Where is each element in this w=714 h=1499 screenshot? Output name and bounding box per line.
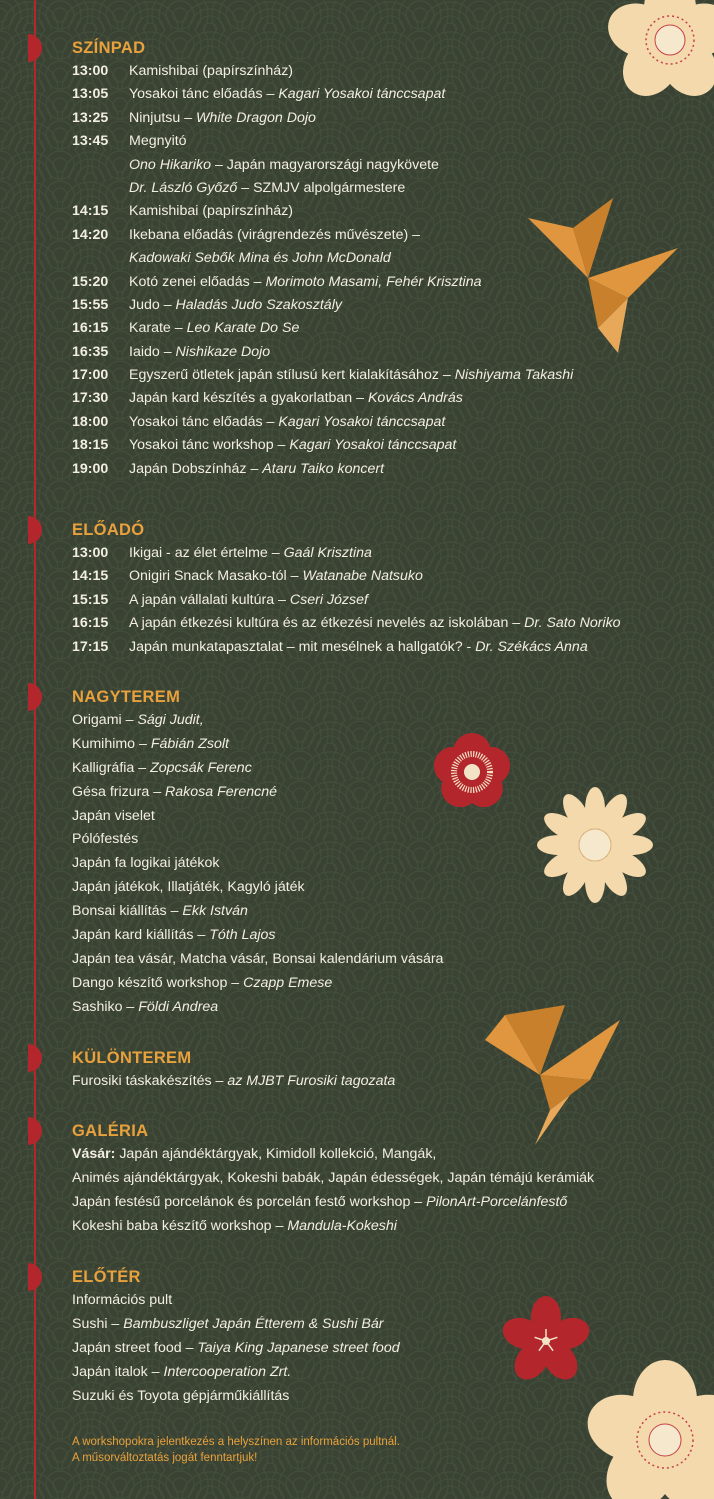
program-row: [72, 900, 443, 924]
performer-name: White Dragon Dojo: [196, 109, 316, 126]
time-label: 15:55: [72, 296, 109, 313]
footnote: A workshopokra jelentkezés a helyszínen az információs pultnál.: [72, 1436, 400, 1448]
schedule-row: [72, 387, 573, 410]
schedule-row: [72, 83, 573, 106]
program-title: Ikigai - az élet értelme –: [129, 545, 284, 561]
time-label: 16:35: [72, 343, 109, 360]
program-row: [72, 828, 443, 852]
program-title: Japán viselet: [72, 807, 155, 824]
program-row: [72, 733, 443, 757]
program-row: [72, 1167, 594, 1191]
performer-name: Ekk István: [182, 903, 248, 920]
performer-name: Intercooperation Zrt.: [163, 1363, 292, 1380]
performer-name: Ono Hikariko: [129, 156, 212, 173]
program-title: Kokeshi baba készítő workshop –: [72, 1217, 288, 1234]
row-body: [129, 612, 621, 635]
program-title: Origami –: [72, 712, 138, 728]
program-title: Ninjutsu –: [129, 109, 197, 126]
schedule-row: [72, 589, 621, 612]
sakura-flower-icon: [585, 1360, 714, 1499]
performer-name: Dr. Sato Noriko: [524, 615, 621, 632]
performer-name: Nishiyama Takashi: [454, 367, 574, 384]
time-label: [72, 177, 129, 200]
performer-name: Kagari Yosakoi tánccsapat: [278, 413, 446, 430]
schedule-row: [72, 154, 573, 177]
program-title: Sashiko –: [72, 998, 139, 1015]
program-row: [72, 781, 443, 805]
section-title: SZÍNPAD: [72, 39, 146, 57]
program-title: Gésa frizura –: [72, 783, 166, 800]
program-title: A japán vállalati kultúra –: [129, 591, 290, 608]
schedule-row: [72, 60, 573, 83]
program-row: [72, 1070, 395, 1094]
program-title: Japán munkatapasztalat – mit mesélnek a hallgatók? -: [129, 638, 476, 655]
program-title: Pólófestés: [72, 831, 139, 848]
row-body: [129, 341, 270, 364]
time-label: 17:30: [72, 390, 109, 407]
performer-name: Dr. Székács Anna: [475, 638, 588, 655]
section-eloado: [72, 518, 621, 659]
program-title: Megnyitó: [129, 133, 187, 150]
schedule-row: [72, 224, 573, 247]
performer-name: Czapp Emese: [243, 974, 333, 991]
program-title: Suzuki és Toyota gépjárműkiállítás: [72, 1387, 290, 1404]
program-title: Egyszerű ötletek japán stílusú kert kialakításához –: [129, 367, 455, 384]
program-title: – SZMJV alpolgármestere: [237, 179, 406, 196]
time-label: 19:00: [72, 460, 109, 477]
time-label: 18:15: [72, 437, 109, 454]
row-body: [129, 434, 456, 457]
performer-name: Tóth Lajos: [209, 927, 276, 944]
program-title: Kotó zenei előadás –: [129, 273, 266, 290]
program-row: [72, 1361, 400, 1385]
program-title: Kamishibai (papírszínház): [129, 203, 294, 220]
row-body: [129, 565, 423, 588]
program-row: [72, 1191, 594, 1215]
time-label: 16:15: [72, 615, 109, 632]
program-row: [72, 1289, 400, 1313]
performer-name: Kadowaki Sebők Mina és John McDonald: [129, 250, 391, 267]
program-title: Japán ajándéktárgyak, Kimidoll kollekció, Mangák,: [115, 1146, 437, 1162]
row-body: [129, 177, 405, 200]
performer-name: Haladás Judo Szakosztály: [175, 296, 342, 313]
section-nagyterem: [72, 685, 443, 1020]
footnotes: [72, 1434, 400, 1466]
performer-name: PilonArt-Porcelánfestő: [426, 1193, 568, 1210]
program-list: [72, 1143, 594, 1239]
program-row: [72, 948, 443, 972]
schedule-row: [72, 458, 573, 481]
footnote: A műsorváltoztatás jogát fenntartjuk!: [72, 1452, 258, 1464]
schedule-row: [72, 200, 573, 223]
time-label: 13:00: [72, 63, 109, 79]
row-body: [129, 294, 342, 317]
program-title: Dango készítő workshop –: [72, 974, 244, 991]
row-body: [129, 542, 372, 565]
schedule-row: [72, 247, 573, 270]
program-title: Kalligráfia –: [72, 759, 151, 776]
time-label: 13:05: [72, 86, 109, 103]
program-title: Japán fa logikai játékok: [72, 855, 220, 872]
program-list: [72, 1070, 395, 1094]
program-row: [72, 1215, 594, 1239]
schedule-row: [72, 636, 621, 659]
vasar-label: Vásár:: [72, 1146, 116, 1162]
section-title: NAGYTEREM: [72, 688, 181, 706]
performer-name: Cseri József: [289, 591, 368, 608]
row-body: [129, 107, 316, 130]
program-row: [72, 1337, 400, 1361]
row-body: [129, 60, 293, 83]
schedule-row: [72, 294, 573, 317]
program-title: Judo –: [129, 296, 176, 313]
sakura-flower-icon: [605, 0, 714, 105]
program-row: [72, 852, 443, 876]
program-title: Animés ajándéktárgyak, Kokeshi babák, Japán édességek, Japán témájú kerámiák: [72, 1169, 595, 1186]
row-body: [129, 458, 384, 481]
program-title: Kumihimo –: [72, 735, 151, 752]
row-body: [129, 317, 299, 340]
schedule-row: [72, 434, 573, 457]
row-body: [129, 224, 420, 247]
time-label: 18:00: [72, 413, 109, 430]
schedule-row: [72, 177, 573, 200]
program-row: [72, 876, 443, 900]
program-row: [72, 1313, 400, 1337]
program-title: Információs pult: [72, 1292, 173, 1308]
program-title: Yosakoi tánc workshop –: [129, 437, 290, 454]
program-title: – Japán magyarországi nagykövete: [211, 156, 439, 173]
row-body: [129, 636, 588, 659]
schedule-row: [72, 542, 621, 565]
schedule-list: [72, 542, 621, 659]
program-title: Japán Dobszínház –: [129, 460, 263, 477]
chrysanthemum-icon: [535, 785, 655, 905]
row-body: [129, 271, 482, 294]
program-title: Yosakoi tánc előadás –: [129, 413, 279, 430]
program-row: [72, 1385, 400, 1409]
time-label: 14:20: [72, 226, 109, 243]
performer-name: Földi Andrea: [138, 998, 219, 1015]
performer-name: Gaál Krisztina: [283, 545, 372, 561]
performer-name: Ataru Taiko koncert: [262, 460, 385, 477]
program-title: Ikebana előadás (virágrendezés művészete) –: [129, 226, 421, 243]
schedule-row: [72, 565, 621, 588]
program-row: [72, 709, 443, 733]
performer-name: Kovács András: [367, 390, 463, 407]
program-row: [72, 757, 443, 781]
time-label: 13:45: [72, 133, 109, 150]
time-label: 16:15: [72, 320, 109, 337]
section-title: GALÉRIA: [72, 1122, 149, 1140]
program-title: Yosakoi tánc előadás –: [129, 86, 279, 103]
section-szinpad: [72, 36, 573, 481]
program-list: [72, 709, 443, 1020]
schedule-row: [72, 612, 621, 635]
schedule-row: [72, 341, 573, 364]
performer-name: Rakosa Ferencné: [165, 783, 278, 800]
program-title: Japán tea vásár, Matcha vásár, Bonsai kalendárium vására: [72, 950, 444, 967]
performer-name: Taiya King Japanese street food: [197, 1339, 400, 1356]
schedule-row: [72, 130, 573, 153]
program-title: Japán kard készítés a gyakorlatban –: [129, 390, 368, 407]
program-title: A japán étkezési kultúra és az étkezési nevelés az iskolában –: [129, 615, 525, 632]
section-title: ELŐADÓ: [72, 521, 145, 539]
time-label: [72, 247, 129, 270]
schedule-row: [72, 364, 573, 387]
performer-name: Morimoto Masami, Fehér Krisztina: [265, 273, 482, 290]
time-label: 15:15: [72, 591, 109, 608]
time-label: 14:15: [72, 568, 109, 585]
row-body: [129, 154, 439, 177]
section-galeria: [72, 1119, 594, 1239]
row-body: [129, 130, 187, 153]
program-title: Furosiki táskakészítés –: [72, 1073, 228, 1089]
row-body: [129, 247, 391, 270]
time-label: 15:20: [72, 273, 109, 290]
program-row: [72, 924, 443, 948]
program-title: Japán kard kiállítás –: [72, 927, 210, 944]
performer-name: Dr. László Győző: [129, 179, 238, 196]
row-body: [129, 411, 445, 434]
program-list: [72, 1289, 400, 1408]
program-title: Japán festésű porcelánok és porcelán festő workshop –: [72, 1193, 427, 1210]
program-title: Japán street food –: [72, 1339, 198, 1356]
performer-name: Sági Judit,: [137, 712, 204, 728]
section-title: KÜLÖNTEREM: [72, 1049, 192, 1067]
schedule-row: [72, 107, 573, 130]
performer-name: az MJBT Furosiki tagozata: [227, 1073, 396, 1089]
performer-name: Nishikaze Dojo: [175, 343, 271, 360]
row-body: [129, 364, 573, 387]
row-body: [129, 83, 445, 106]
row-body: [129, 200, 293, 223]
schedule-list: [72, 60, 573, 481]
time-label: [72, 154, 129, 177]
plum-blossom-icon: [500, 1295, 592, 1387]
program-title: Onigiri Snack Masako-tól –: [129, 568, 303, 585]
program-title: Karate –: [129, 320, 187, 337]
time-label: 17:00: [72, 367, 109, 384]
schedule-row: [72, 317, 573, 340]
schedule-row: [72, 271, 573, 294]
performer-name: Kagari Yosakoi tánccsapat: [278, 86, 446, 103]
performer-name: Mandula-Kokeshi: [287, 1217, 397, 1234]
program-title: Kamishibai (papírszínház): [129, 63, 294, 79]
program-title: Japán italok –: [72, 1363, 164, 1380]
time-label: 14:15: [72, 203, 109, 220]
program-title: Sushi –: [72, 1315, 124, 1332]
time-label: 17:15: [72, 638, 109, 655]
performer-name: Watanabe Natsuko: [302, 568, 423, 585]
program-row: [72, 805, 443, 829]
time-label: 13:25: [72, 109, 109, 126]
program-row: [72, 972, 443, 996]
section-kulonterem: [72, 1046, 395, 1094]
performer-name: Bambuszliget Japán Étterem & Sushi Bár: [123, 1315, 384, 1332]
program-title: Japán játékok, Illatjáték, Kagyló játék: [72, 879, 305, 896]
schedule-row: [72, 411, 573, 434]
program-row: [72, 996, 443, 1020]
row-body: [129, 387, 463, 410]
program-row: [72, 1143, 594, 1167]
program-title: Bonsai kiállítás –: [72, 903, 183, 920]
performer-name: Fábián Zsolt: [150, 735, 229, 752]
time-label: 13:00: [72, 545, 109, 561]
performer-name: Leo Karate Do Se: [186, 320, 300, 337]
program-title: Iaido –: [129, 343, 176, 360]
performer-name: Zopcsák Ferenc: [150, 759, 252, 776]
row-body: [129, 589, 368, 612]
section-title: ELŐTÉR: [72, 1268, 141, 1286]
performer-name: Kagari Yosakoi tánccsapat: [289, 437, 457, 454]
section-eloter: [72, 1265, 400, 1408]
